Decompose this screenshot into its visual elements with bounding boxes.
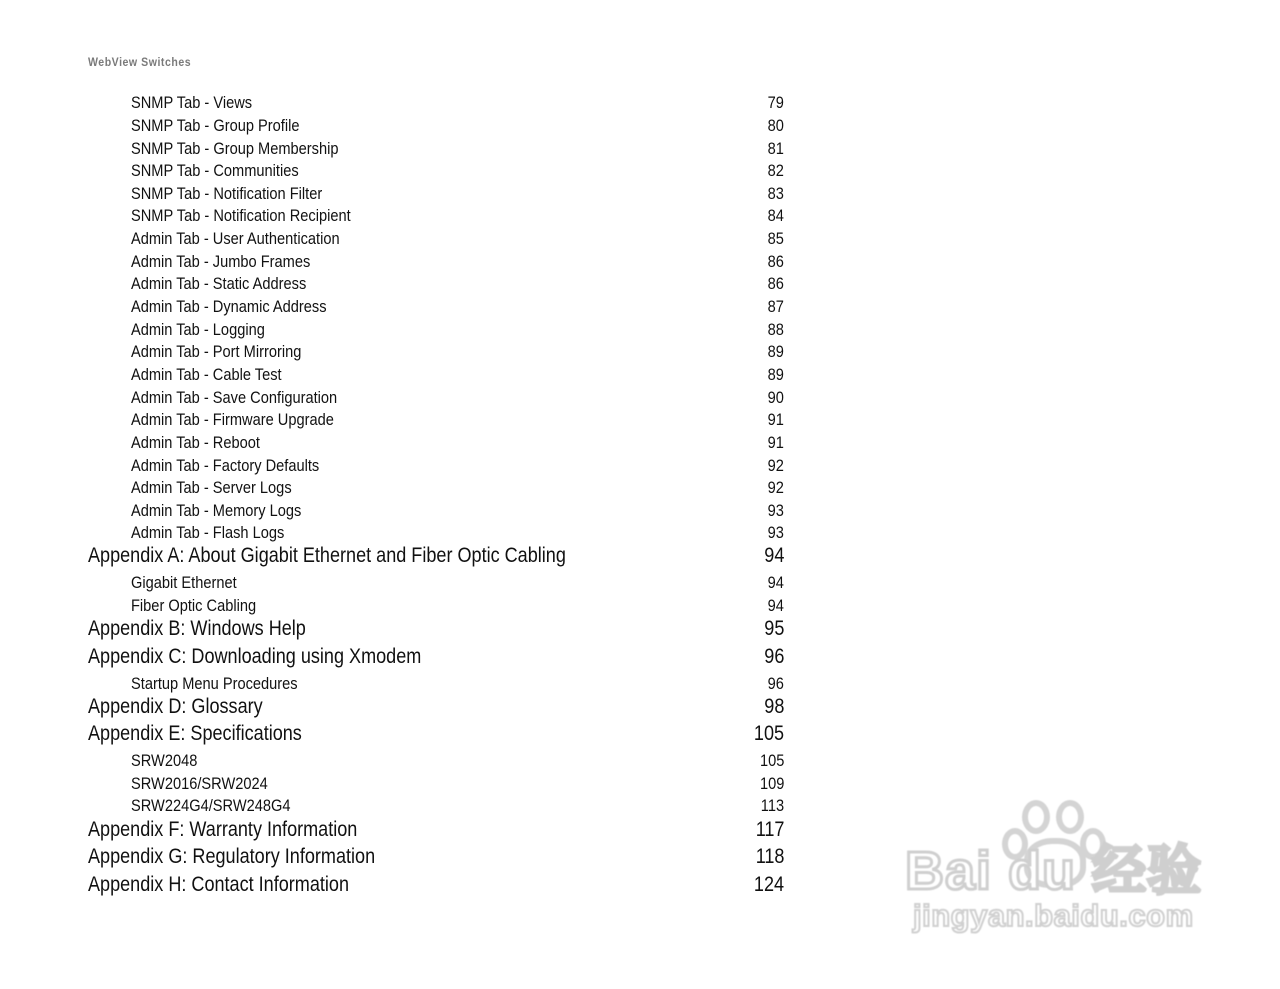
toc-entry-page: 85 xyxy=(767,229,784,248)
toc-entry-title: Admin Tab - Port Mirroring xyxy=(131,342,302,361)
toc-chapter-page: 117 xyxy=(755,818,784,841)
toc-entry-title: SNMP Tab - Notification Filter xyxy=(131,184,323,203)
toc-entry-page: 109 xyxy=(759,774,784,793)
watermark-site: jingyan.baidu.com xyxy=(913,898,1194,933)
toc-chapter-title: Appendix E: Specifications xyxy=(88,722,302,745)
toc-entry-page: 86 xyxy=(767,274,784,293)
toc-entry-title: Admin Tab - Flash Logs xyxy=(131,523,285,542)
toc-entry-title: Admin Tab - User Authentication xyxy=(131,229,340,248)
toc-entry-page: 81 xyxy=(767,139,784,158)
toc-entry-title: Gigabit Ethernet xyxy=(131,573,237,592)
toc-entry-page: 83 xyxy=(767,184,784,203)
toc-entry-page: 82 xyxy=(767,161,784,180)
toc-entry-page: 89 xyxy=(767,342,784,361)
toc-chapter-page: 118 xyxy=(755,845,784,868)
toc-entry-page: 92 xyxy=(767,478,784,497)
toc-entry-page: 94 xyxy=(767,573,784,592)
baidu-jingyan-watermark xyxy=(905,798,1210,948)
toc-entry-page: 92 xyxy=(767,456,784,475)
toc-entry-title: SNMP Tab - Notification Recipient xyxy=(131,206,351,225)
toc-chapter-title: Appendix F: Warranty Information xyxy=(88,818,358,841)
toc-chapter-page: 105 xyxy=(753,722,784,745)
toc-entry-title: Admin Tab - Firmware Upgrade xyxy=(131,410,334,429)
toc-entry-page: 94 xyxy=(767,596,784,615)
toc-entry-title: Admin Tab - Dynamic Address xyxy=(131,297,327,316)
toc-entry-title: Admin Tab - Logging xyxy=(131,320,265,339)
toc-chapter-page: 96 xyxy=(763,645,784,668)
toc-entry-page: 93 xyxy=(767,523,784,542)
toc-entry-title: Admin Tab - Reboot xyxy=(131,433,260,452)
toc-entry-title: Startup Menu Procedures xyxy=(131,674,298,693)
toc-entry-page: 105 xyxy=(759,751,784,770)
toc-entry-page: 89 xyxy=(767,365,784,384)
toc-entry-title: Admin Tab - Cable Test xyxy=(131,365,282,384)
toc-chapter-title: Appendix C: Downloading using Xmodem xyxy=(88,645,422,668)
toc-chapter-page: 98 xyxy=(763,695,784,718)
toc-entry-title: Admin Tab - Memory Logs xyxy=(131,501,302,520)
toc-entry-page: 88 xyxy=(767,320,784,339)
toc-chapter-title: Appendix H: Contact Information xyxy=(88,873,350,896)
toc-chapter-page: 94 xyxy=(763,544,784,567)
toc-entry-page: 80 xyxy=(767,116,784,135)
toc-entry-page: 84 xyxy=(767,206,784,225)
toc-chapter-title: Appendix A: About Gigabit Ethernet and Fiber Optic Cabling xyxy=(88,544,566,567)
toc-entry-title: SNMP Tab - Communities xyxy=(131,161,299,180)
toc-entry-page: 91 xyxy=(767,433,784,452)
toc-entry-title: SRW224G4/SRW248G4 xyxy=(131,796,291,815)
toc-entry-page: 90 xyxy=(767,388,784,407)
toc-chapter-page: 95 xyxy=(763,617,784,640)
toc-chapter-title: Appendix D: Glossary xyxy=(88,695,263,718)
toc-entry-page: 87 xyxy=(767,297,784,316)
toc-entry-title: SNMP Tab - Group Membership xyxy=(131,139,339,158)
toc-entry-title: SRW2016/SRW2024 xyxy=(131,774,268,793)
toc-entry-page: 113 xyxy=(760,796,784,815)
toc-entry-title: Admin Tab - Static Address xyxy=(131,274,307,293)
toc-chapter-title: Appendix B: Windows Help xyxy=(88,617,306,640)
toc-entry-page: 79 xyxy=(767,93,784,112)
running-header: WebView Switches xyxy=(88,55,192,69)
toc-entry-title: SNMP Tab - Group Profile xyxy=(131,116,300,135)
toc-entry-title: Admin Tab - Save Configuration xyxy=(131,388,338,407)
toc-entry-title: SRW2048 xyxy=(131,751,198,770)
toc-entry-title: SNMP Tab - Views xyxy=(131,93,253,112)
toc-entry-page: 86 xyxy=(767,252,784,271)
toc-entry-title: Admin Tab - Server Logs xyxy=(131,478,292,497)
toc-entry-page: 91 xyxy=(767,410,784,429)
toc-chapter-title: Appendix G: Regulatory Information xyxy=(88,845,376,868)
toc-entry-page: 96 xyxy=(767,674,784,693)
toc-chapter-page: 124 xyxy=(753,873,784,896)
toc-entry-title: Fiber Optic Cabling xyxy=(131,596,257,615)
watermark-brand: Bai du 经验 xyxy=(905,841,1203,901)
toc-entry-title: Admin Tab - Factory Defaults xyxy=(131,456,320,475)
toc-entry-page: 93 xyxy=(767,501,784,520)
toc-entry-title: Admin Tab - Jumbo Frames xyxy=(131,252,311,271)
